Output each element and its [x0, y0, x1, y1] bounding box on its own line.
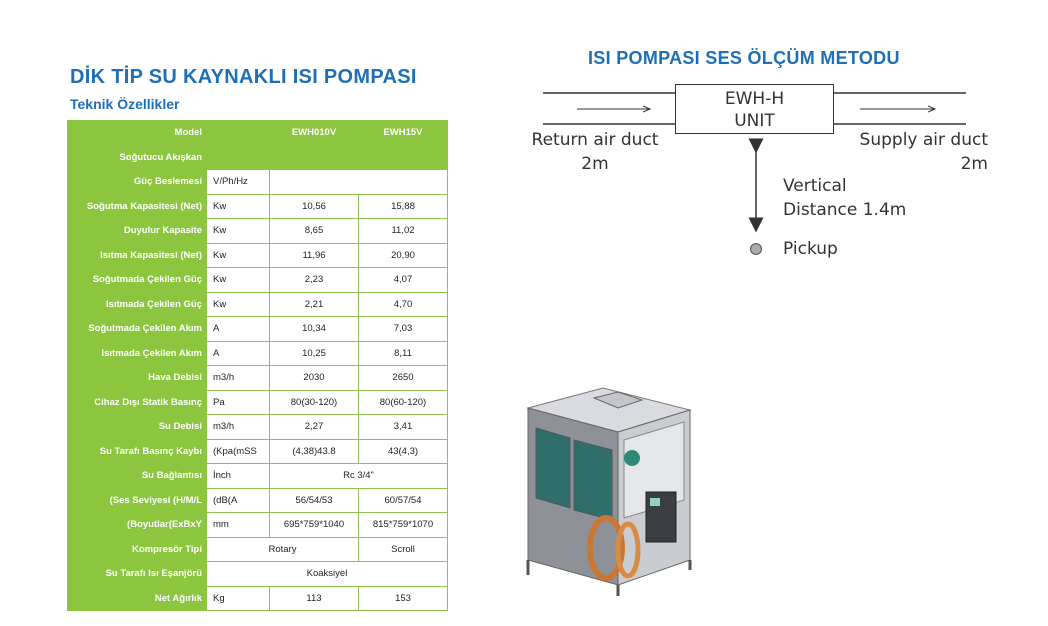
row-label: Soğutma Kapasitesi (Net)	[68, 194, 207, 219]
row-unit: Kw	[207, 243, 270, 268]
row-unit: m3/h	[207, 415, 270, 440]
row-value-1: 2,23	[270, 268, 359, 293]
diagram-title: ISI POMPASI SES ÖLÇÜM METODU	[588, 48, 900, 68]
pickup-label: Pickup	[783, 239, 838, 259]
row-unit: Kw	[207, 219, 270, 244]
row-value-1: 8,65	[270, 219, 359, 244]
unit-line2: UNIT	[734, 111, 775, 131]
row-value-2: 815*759*1070	[359, 513, 448, 538]
row-value-2: 3,41	[359, 415, 448, 440]
unit-line1: EWH-H	[724, 89, 785, 109]
row-value-1: 113	[270, 586, 359, 611]
row-unit: Pa	[207, 390, 270, 415]
row-value-2: 153	[359, 586, 448, 611]
row-value-2: 2650	[359, 366, 448, 391]
row-value-1: 80(30-120)	[270, 390, 359, 415]
row-label: Net Ağırlık	[68, 586, 207, 611]
row-value: Rc 3/4"	[270, 464, 448, 489]
row-unit: Kg	[207, 586, 270, 611]
row-value-2: 11,02	[359, 219, 448, 244]
page-subtitle: Teknik Özellikler	[70, 96, 180, 112]
model-col2: EWH15V	[359, 121, 448, 146]
row-value-2: 20,90	[359, 243, 448, 268]
row-label: (Ses Seviyesi (H/M/L	[68, 488, 207, 513]
row-value-2: 7,03	[359, 317, 448, 342]
row-unit: Kw	[207, 194, 270, 219]
pickup-marker	[751, 244, 762, 255]
row-value-1: 10,56	[270, 194, 359, 219]
row-value-2: 43(4,3)	[359, 439, 448, 464]
row-label: Isıtma Kapasitesi (Net)	[68, 243, 207, 268]
row-value-2: 4,70	[359, 292, 448, 317]
row-label: Duyulur Kapasite	[68, 219, 207, 244]
row-value-2: 4,07	[359, 268, 448, 293]
row-value-1: 695*759*1040	[270, 513, 359, 538]
row-label: Su Tarafı Basınç Kaybı	[68, 439, 207, 464]
row-value-1: 11,96	[270, 243, 359, 268]
row-label: Cihaz Dışı Statik Basınç	[68, 390, 207, 415]
row-label: Su Tarafı Isı Eşanjörü	[68, 562, 207, 587]
row-value-1: 56/54/53	[270, 488, 359, 513]
row-label: Kompresör Tipi	[68, 537, 207, 562]
row-value-2: 60/57/54	[359, 488, 448, 513]
row-value-2: 80(60-120)	[359, 390, 448, 415]
row-label: Soğutmada Çekilen Akım	[68, 317, 207, 342]
row-label: Su Debisi	[68, 415, 207, 440]
row-unit: Kw	[207, 268, 270, 293]
row-unit: (dB(A	[207, 488, 270, 513]
row-unit: A	[207, 341, 270, 366]
row-value-1: (4,38)43.8	[270, 439, 359, 464]
vertical-distance-label: Vertical Distance 1.4m	[783, 176, 907, 220]
row-label: Isıtmada Çekilen Akım	[68, 341, 207, 366]
row-unit: İnch	[207, 464, 270, 489]
row-label: Hava Debisi	[68, 366, 207, 391]
row-value-1: 2,21	[270, 292, 359, 317]
model-label: Model	[68, 121, 207, 146]
row-unit: m3/h	[207, 366, 270, 391]
row-value-1: Rotary	[207, 537, 359, 562]
refrigerant-label: Soğutucu Akışkan	[68, 145, 207, 170]
row-value-1: 10,25	[270, 341, 359, 366]
row-label: Isıtmada Çekilen Güç	[68, 292, 207, 317]
row-unit: mm	[207, 513, 270, 538]
row-value-2: Scroll	[359, 537, 448, 562]
unit-box	[675, 84, 834, 134]
row-value: Koaksiyel	[207, 562, 448, 587]
row-label: Su Bağlantısı	[68, 464, 207, 489]
return-duct-label: Return air duct 2m	[531, 130, 659, 174]
page-title: DİK TİP SU KAYNAKLI ISI POMPASI	[70, 66, 417, 88]
row-value-1: 10,34	[270, 317, 359, 342]
heat-pump-unit-image	[508, 380, 698, 600]
row-value-1: 2,27	[270, 415, 359, 440]
row-value-2: 15,88	[359, 194, 448, 219]
row-unit: A	[207, 317, 270, 342]
row-unit: (Kpa(mSS	[207, 439, 270, 464]
row-label: (Boyutlar(ExBxY	[68, 513, 207, 538]
row-value-2: 8,11	[359, 341, 448, 366]
row-value-1: 2030	[270, 366, 359, 391]
row-unit: Kw	[207, 292, 270, 317]
power-label: Güç Beslemesi	[68, 170, 207, 195]
supply-duct-label: Supply air duct 2m	[859, 130, 988, 174]
row-label: Soğutmada Çekilen Güç	[68, 268, 207, 293]
model-col1: EWH010V	[270, 121, 359, 146]
power-unit: V/Ph/Hz	[207, 170, 270, 195]
